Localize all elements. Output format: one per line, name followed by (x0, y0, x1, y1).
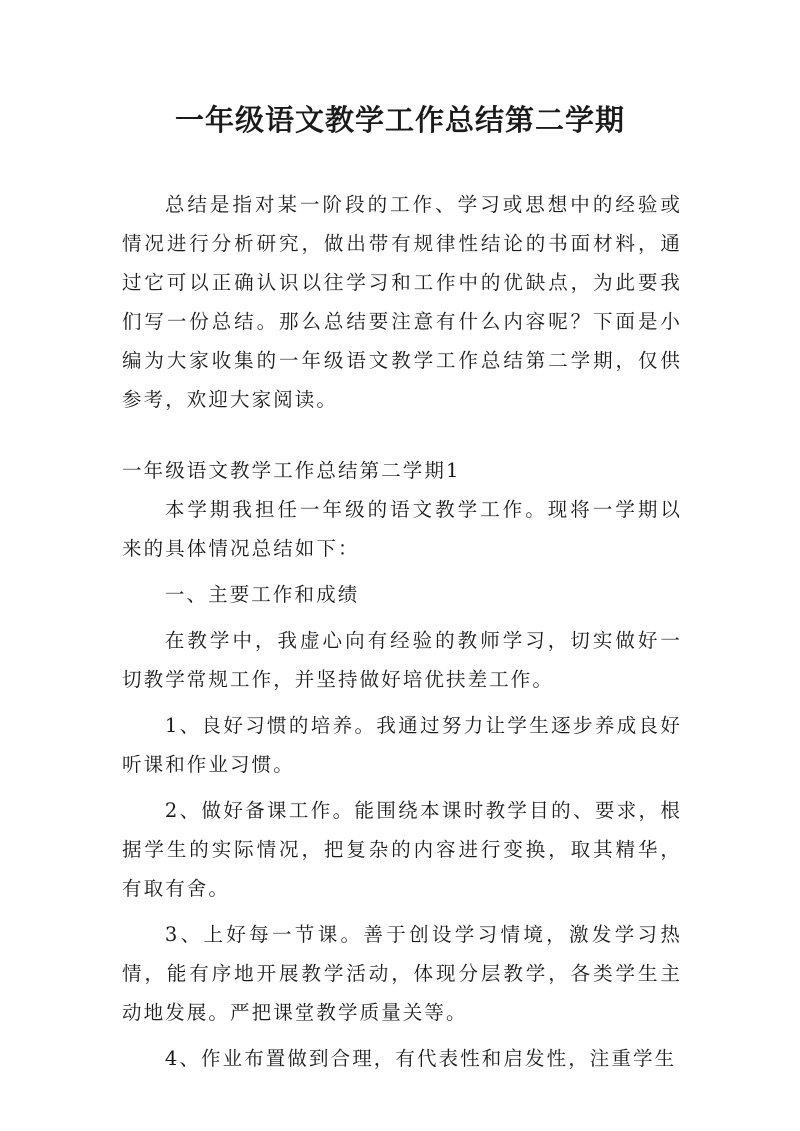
paragraph-subheading-main-work: 一、主要工作和成绩 (164, 583, 360, 606)
intro-paragraph: 总结是指对某一阶段的工作、学习或思想中的经验或情况进行分析研究，做出带有规律性结论的书面材料，通过它可以正确认识以往学习和工作中的优缺点，为此要我们写一份总结。那么总结要注意有什么内容呢？下面是小编为大家收集的一年级语文教学工作总结第二学期，仅供参考，欢迎大家阅读。 (122, 193, 682, 411)
paragraph-intro-statement: 本学期我担任一年级的语文教学工作。现将一学期以来的具体情况总结如下： (122, 498, 682, 560)
section-body (122, 490, 682, 1085)
section-heading: 一年级语文教学工作总结第二学期1 (122, 459, 461, 482)
paragraph-item-3: 3、上好每一节课。善于创设学习情境，激发学习热情，能有序地开展教学活动，体现分层教学，各类学生主动地发展。严把课堂教学质量关等。 (122, 923, 682, 1024)
paragraph-item-2: 2、做好备课工作。能围绕本课时教学目的、要求，根据学生的实际情况，把复杂的内容进行变换，取其精华，有取有舍。 (122, 799, 682, 900)
paragraph-teaching: 在教学中，我虚心向有经验的教师学习，切实做好一切教学常规工作，并坚持做好培优扶差工作。 (122, 629, 682, 691)
paragraph-item-1: 1、良好习惯的培养。我通过努力让学生逐步养成良好听课和作业习惯。 (122, 714, 682, 776)
document-title: 一年级语文教学工作总结第二学期 (174, 103, 625, 137)
paragraph-item-4: 4、作业布置做到合理，有代表性和启发性，注重学生 (164, 1047, 677, 1070)
